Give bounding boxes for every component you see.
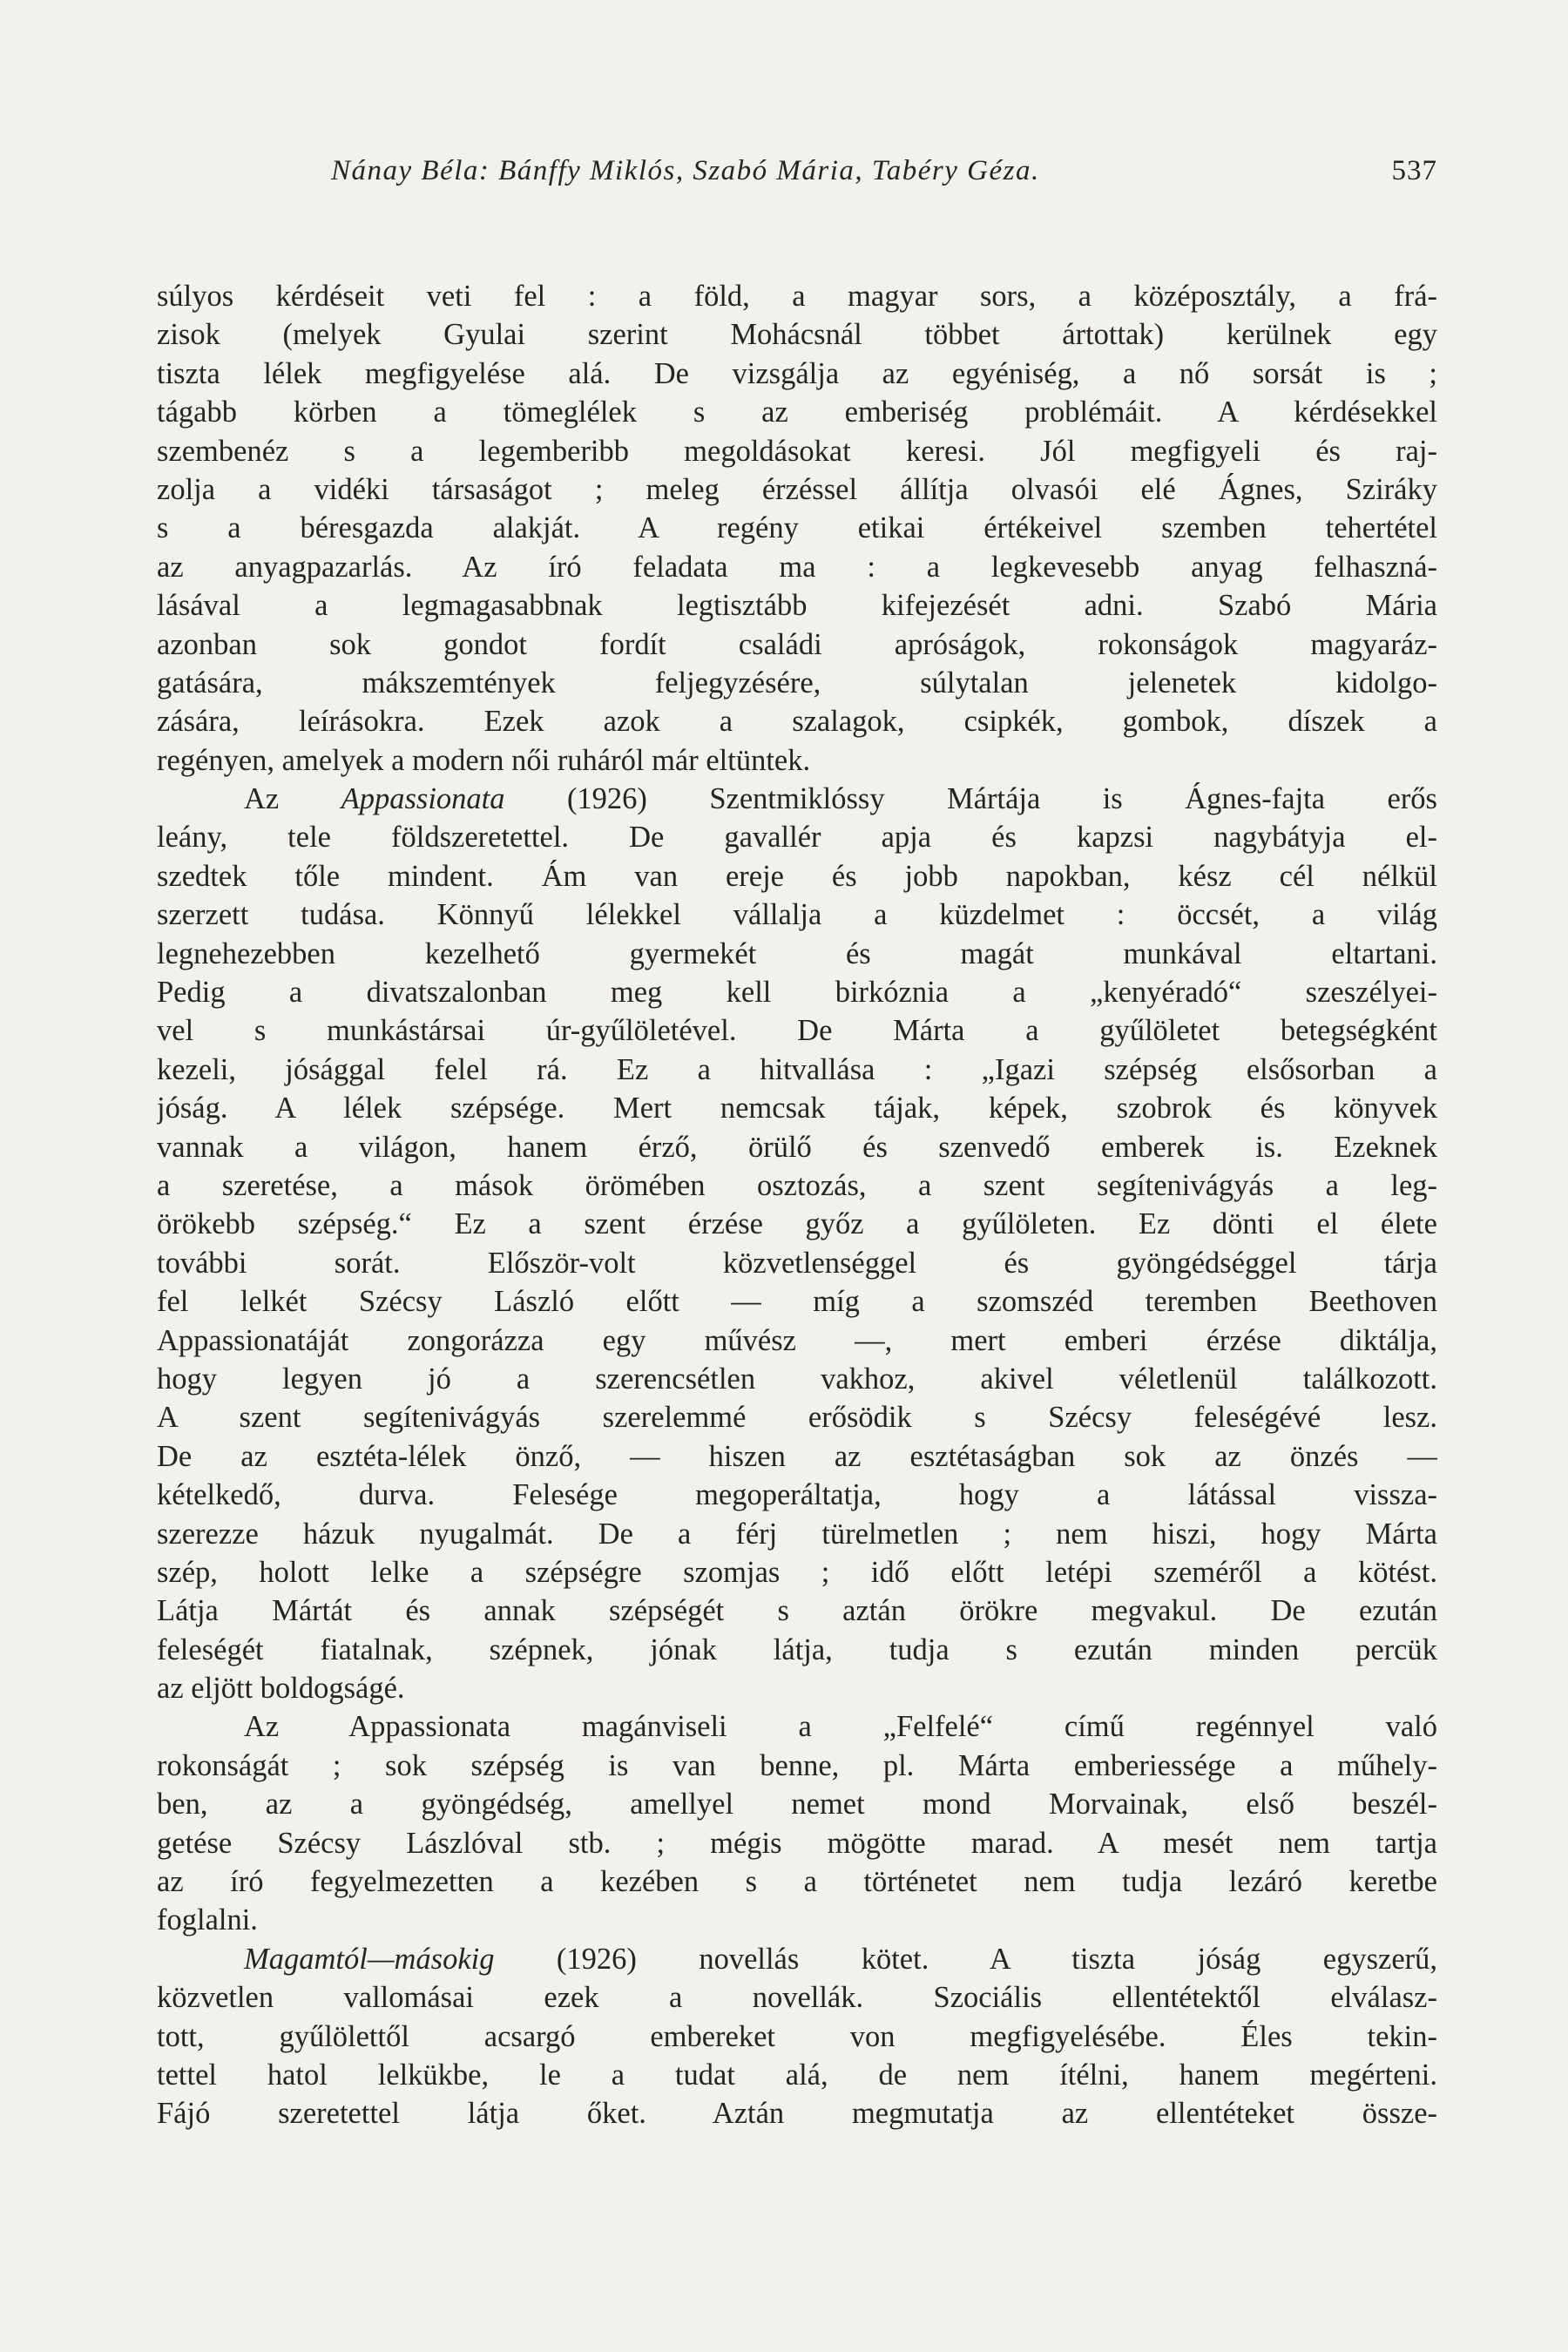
text-line bbox=[157, 1553, 1437, 1592]
text-segment: tágabb körben a tömeglélek s az emberiség problémáit. A kérdésekkel bbox=[157, 395, 1437, 429]
text-line bbox=[157, 1747, 1437, 1785]
text-segment: Appassionatáját zongorázza egy művész —, mert emberi érzése diktálja, bbox=[157, 1323, 1437, 1357]
text-segment: Az bbox=[244, 782, 341, 816]
text-segment: azonban sok gondot fordít családi apróságok, rokonságok magyaráz- bbox=[157, 627, 1437, 661]
text-line bbox=[157, 625, 1437, 664]
text-segment: ben, az a gyöngédség, amellyel nemet mond Morvainak, első beszél- bbox=[157, 1788, 1437, 1821]
text-segment: Az Appassionata magánviseli a „Felfelé“ című regénnyel való bbox=[244, 1710, 1437, 1744]
text-segment: az anyagpazarlás. Az író feladata ma : a legkevesebb anyag felhaszná- bbox=[157, 550, 1437, 584]
text-segment: zisok (melyek Gyulai szerint Mohácsnál többet ártottak) kerülnek egy bbox=[157, 318, 1437, 352]
text-line bbox=[157, 1128, 1437, 1166]
text-segment: szép, holott lelke a szépségre szomjas ; idő előtt letépi szeméről a kötést. bbox=[157, 1555, 1437, 1589]
text-segment: regényen, amelyek a modern női ruháról már eltüntek. bbox=[157, 743, 811, 777]
text-segment: tiszta lélek megfigyelése alá. De vizsgálja az egyéniség, a nő sorsát is ; bbox=[157, 356, 1437, 390]
text-line bbox=[157, 1398, 1437, 1436]
text-line bbox=[157, 1437, 1437, 1476]
text-line bbox=[157, 973, 1437, 1011]
text-line bbox=[157, 1244, 1437, 1282]
text-line bbox=[157, 509, 1437, 547]
text-segment: Pedig a divatszalonban meg kell birkóznia a „kenyéradó“ szeszélyei- bbox=[157, 976, 1437, 1010]
text-segment: szedtek tőle mindent. Ám van ereje és jobb napokban, kész cél nélkül bbox=[157, 859, 1437, 893]
text-segment: s a béresgazda alakját. A regény etikai értékeivel szemben tehertétel bbox=[157, 511, 1437, 545]
text-segment: vannak a világon, hanem érző, örülő és szenvedő emberek is. Ezeknek bbox=[157, 1130, 1437, 1164]
text-segment: tettel hatol lelkükbe, le a tudat alá, de nem ítélni, hanem megérteni. bbox=[157, 2058, 1437, 2092]
text-line bbox=[157, 741, 1437, 780]
page-number: 537 bbox=[1391, 155, 1437, 186]
text-segment: legnehezebben kezelhető gyermekét és magát munkával eltartani. bbox=[157, 936, 1437, 970]
text-line bbox=[157, 470, 1437, 509]
text-segment: feleségét fiatalnak, szépnek, jónak látja, tudja s ezután minden percük bbox=[157, 1632, 1437, 1666]
text-line bbox=[157, 315, 1437, 354]
text-segment: foglalni. bbox=[157, 1903, 258, 1937]
text-segment: lásával a legmagasabbnak legtisztább kifejezését adni. Szabó Mária bbox=[157, 589, 1437, 623]
text-segment: közvetlen vallomásai ezek a novellák. Szociális ellentétektől elválasz- bbox=[157, 1981, 1437, 2015]
text-line bbox=[157, 857, 1437, 896]
text-line bbox=[157, 2056, 1437, 2094]
text-line bbox=[157, 1785, 1437, 1823]
text-segment: A szent segítenivágyás szerelemmé erősödik s Szécsy feleségévé lesz. bbox=[157, 1401, 1437, 1435]
text-line bbox=[157, 1978, 1437, 2017]
text-line bbox=[157, 2094, 1437, 2132]
text-line bbox=[157, 586, 1437, 625]
text-segment: szerezze házuk nyugalmát. De a férj türelmetlen ; nem hiszi, hogy Márta bbox=[157, 1517, 1437, 1551]
text-line bbox=[157, 1824, 1437, 1862]
text-line bbox=[157, 277, 1437, 315]
text-segment: zolja a vidéki társaságot ; meleg érzéssel állítja olvasói elé Ágnes, Sziráky bbox=[157, 472, 1437, 506]
text-line bbox=[157, 1940, 1437, 1978]
text-line bbox=[157, 1901, 1437, 1939]
text-line bbox=[157, 1321, 1437, 1360]
text-segment: szembenéz s a legemberibb megoldásokat keresi. Jól megfigyeli és raj- bbox=[157, 434, 1437, 468]
text-segment: súlyos kérdéseit veti fel : a föld, a magyar sors, a középosztály, a frá- bbox=[157, 280, 1437, 313]
text-line bbox=[157, 355, 1437, 393]
text-line bbox=[157, 1089, 1437, 1127]
text-line bbox=[157, 780, 1437, 818]
text-line bbox=[157, 1476, 1437, 1514]
text-line bbox=[157, 1166, 1437, 1205]
text-line bbox=[157, 935, 1437, 973]
text-line bbox=[157, 664, 1437, 702]
text-line bbox=[157, 548, 1437, 586]
text-line bbox=[157, 702, 1437, 740]
text-line bbox=[157, 1631, 1437, 1669]
text-line bbox=[157, 1205, 1437, 1243]
text-line bbox=[157, 1592, 1437, 1630]
text-line bbox=[157, 896, 1437, 934]
text-segment: az író fegyelmezetten a kezében s a történetet nem tudja lezáró keretbe bbox=[157, 1865, 1437, 1899]
text-line bbox=[157, 1707, 1437, 1746]
text-segment: jóság. A lélek szépsége. Mert nemcsak tájak, képek, szobrok és könyvek bbox=[157, 1092, 1437, 1125]
text-segment: tott, gyűlölettől acsargó embereket von megfigyelésébe. Éles tekin- bbox=[157, 2019, 1437, 2053]
text-segment: getése Szécsy Lászlóval stb. ; mégis mögötte marad. A mesét nem tartja bbox=[157, 1826, 1437, 1860]
text-segment: Fájó szeretettel látja őket. Aztán megmutatja az ellentéteket össze- bbox=[157, 2097, 1437, 2131]
text-line bbox=[157, 393, 1437, 431]
text-segment: zására, leírásokra. Ezek azok a szalagok, csipkék, gombok, díszek a bbox=[157, 705, 1437, 739]
text-segment: örökebb szépség.“ Ez a szent érzése győz a gyűlöleten. Ez dönti el élete bbox=[157, 1207, 1437, 1241]
text-line bbox=[157, 818, 1437, 856]
text-line bbox=[157, 1360, 1437, 1398]
text-segment: (1926) Szentmiklóssy Mártája is Ágnes-fajta erős bbox=[504, 782, 1437, 816]
text-segment: Látja Mártát és annak szépségét s aztán örökre megvakul. De ezután bbox=[157, 1594, 1437, 1628]
text-line bbox=[157, 432, 1437, 470]
text-line bbox=[157, 1515, 1437, 1553]
text-line bbox=[157, 1011, 1437, 1050]
text-segment: kezeli, jósággal felel rá. Ez a hitvallása : „Igazi szépség elsősorban a bbox=[157, 1052, 1437, 1086]
text-segment: további sorát. Először-volt közvetlenséggel és gyöngédséggel tárja bbox=[157, 1246, 1437, 1280]
text-segment: az eljött boldogságé. bbox=[157, 1672, 405, 1706]
text-line bbox=[157, 1669, 1437, 1707]
text-segment: rokonságát ; sok szépség is van benne, pl. Márta emberiessége a műhely- bbox=[157, 1748, 1437, 1782]
body-text bbox=[157, 277, 1437, 2133]
text-segment: (1926) novellás kötet. A tiszta jóság egyszerű, bbox=[494, 1942, 1437, 1976]
text-line bbox=[157, 1282, 1437, 1321]
italic-title: Appassionata bbox=[341, 782, 505, 816]
text-segment: hogy legyen jó a szerencsétlen vakhoz, akivel véletlenül találkozott. bbox=[157, 1362, 1437, 1396]
running-title: Nánay Béla: Bánffy Miklós, Szabó Mária, Tabéry Géza. bbox=[331, 155, 1040, 186]
text-line bbox=[157, 2017, 1437, 2056]
text-segment: a szeretése, a mások örömében osztozás, a szent segítenivágyás a leg- bbox=[157, 1168, 1437, 1202]
text-segment: De az esztéta-lélek önző, — hiszen az esztétaságban sok az önzés — bbox=[157, 1439, 1437, 1473]
text-line bbox=[157, 1051, 1437, 1089]
text-segment: fel lelkét Szécsy László előtt — míg a szomszéd teremben Beethoven bbox=[157, 1285, 1437, 1319]
text-segment: szerzett tudása. Könnyű lélekkel vállalja a küzdelmet : öccsét, a világ bbox=[157, 898, 1437, 932]
italic-title: Magamtól—másokig bbox=[244, 1942, 495, 1976]
text-line bbox=[157, 1862, 1437, 1901]
running-head bbox=[157, 155, 1437, 199]
text-segment: kételkedő, durva. Felesége megoperáltatja, hogy a látással vissza- bbox=[157, 1478, 1437, 1512]
text-segment: vel s munkástársai úr-gyűlöletével. De Márta a gyűlöletet betegségként bbox=[157, 1014, 1437, 1048]
text-segment: leány, tele földszeretettel. De gavallér apja és kapzsi nagybátyja el- bbox=[157, 821, 1437, 855]
text-segment: gatására, mákszemtények feljegyzésére, súlytalan jelenetek kidolgo- bbox=[157, 666, 1437, 700]
